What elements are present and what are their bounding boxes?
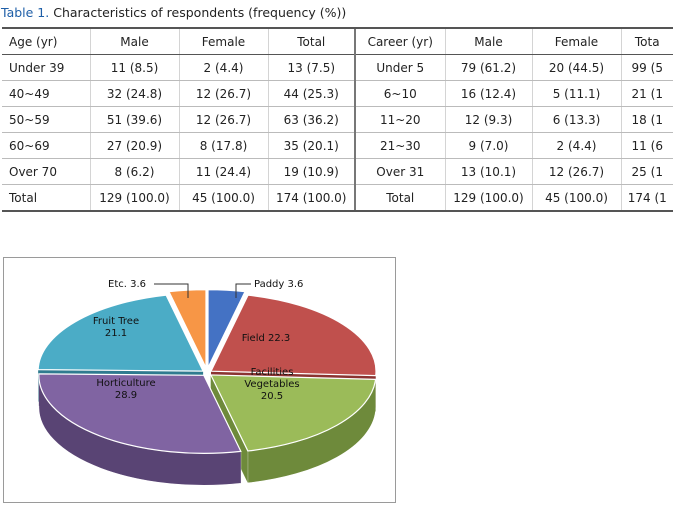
table-cell: Total [2,185,90,212]
table-cell: 21 (1 [621,81,673,107]
table-cell: 99 (5 [621,55,673,81]
table-row [2,81,673,107]
table-row [2,55,673,81]
table-cell: 11 (8.5) [90,55,179,81]
slice-label: Paddy 3.6 [254,279,304,290]
header-cell: Career (yr) [355,28,445,55]
table-cell: 63 (36.2) [268,107,355,133]
table-row [2,185,673,212]
table-cell: 40~49 [2,81,90,107]
header-cell: Tota [621,28,673,55]
table-cell: 6~10 [355,81,445,107]
table-cell: 51 (39.6) [90,107,179,133]
table-cell: 12 (26.7) [532,159,621,185]
table-cell: 18 (1 [621,107,673,133]
table-caption [1,5,346,20]
table-cell: 8 (17.8) [179,133,268,159]
table-row [2,159,673,185]
header-cell: Male [90,28,179,55]
header-cell: Age (yr) [2,28,90,55]
table-cell: 20 (44.5) [532,55,621,81]
table-cell: 13 (10.1) [445,159,532,185]
table-header-row [2,28,673,55]
table-row [2,107,673,133]
table-caption-text: Characteristics of respondents (frequency (%)) [53,5,347,20]
table-cell: 12 (9.3) [445,107,532,133]
table-cell: 129 (100.0) [90,185,179,212]
pie-chart-svg [4,258,395,502]
slice-label: Etc. 3.6 [108,279,146,290]
table-cell: 35 (20.1) [268,133,355,159]
table-cell: 60~69 [2,133,90,159]
table-cell: Over 70 [2,159,90,185]
slice-label: Horticulture 28.9 [96,378,156,401]
table-cell: 12 (26.7) [179,81,268,107]
table-cell: Under 5 [355,55,445,81]
table-cell: 13 (7.5) [268,55,355,81]
table-cell: 5 (11.1) [532,81,621,107]
table-cell: 21~30 [355,133,445,159]
header-cell: Female [532,28,621,55]
table-cell: 11 (6 [621,133,673,159]
header-cell: Total [268,28,355,55]
slice-label: Fruit Tree 21.1 [92,316,140,339]
table-row [2,133,673,159]
table-cell: 174 (100.0) [268,185,355,212]
table-cell: 19 (10.9) [268,159,355,185]
table-cell: 11 (24.4) [179,159,268,185]
table-cell: Total [355,185,445,212]
table-cell: 2 (4.4) [532,133,621,159]
table-cell: Over 31 [355,159,445,185]
header-cell: Female [179,28,268,55]
table-cell: 50~59 [2,107,90,133]
table-cell: 45 (100.0) [179,185,268,212]
header-cell: Male [445,28,532,55]
table-cell: 11~20 [355,107,445,133]
table-cell: 12 (26.7) [179,107,268,133]
table-cell: 25 (1 [621,159,673,185]
table-cell: 44 (25.3) [268,81,355,107]
pie-chart [3,257,396,503]
table-caption-label: Table 1. [1,5,50,20]
slice-label: Facilities Vegetables 20.5 [244,367,300,402]
table-cell: 32 (24.8) [90,81,179,107]
table-cell: Under 39 [2,55,90,81]
table-cell: 79 (61.2) [445,55,532,81]
table-cell: 6 (13.3) [532,107,621,133]
table-cell: 2 (4.4) [179,55,268,81]
table-cell: 16 (12.4) [445,81,532,107]
respondents-table [2,27,673,212]
table-cell: 129 (100.0) [445,185,532,212]
table-cell: 8 (6.2) [90,159,179,185]
table-cell: 174 (1 [621,185,673,212]
table-cell: 9 (7.0) [445,133,532,159]
table-cell: 27 (20.9) [90,133,179,159]
table-cell: 45 (100.0) [532,185,621,212]
slice-label: Field 22.3 [241,333,291,344]
